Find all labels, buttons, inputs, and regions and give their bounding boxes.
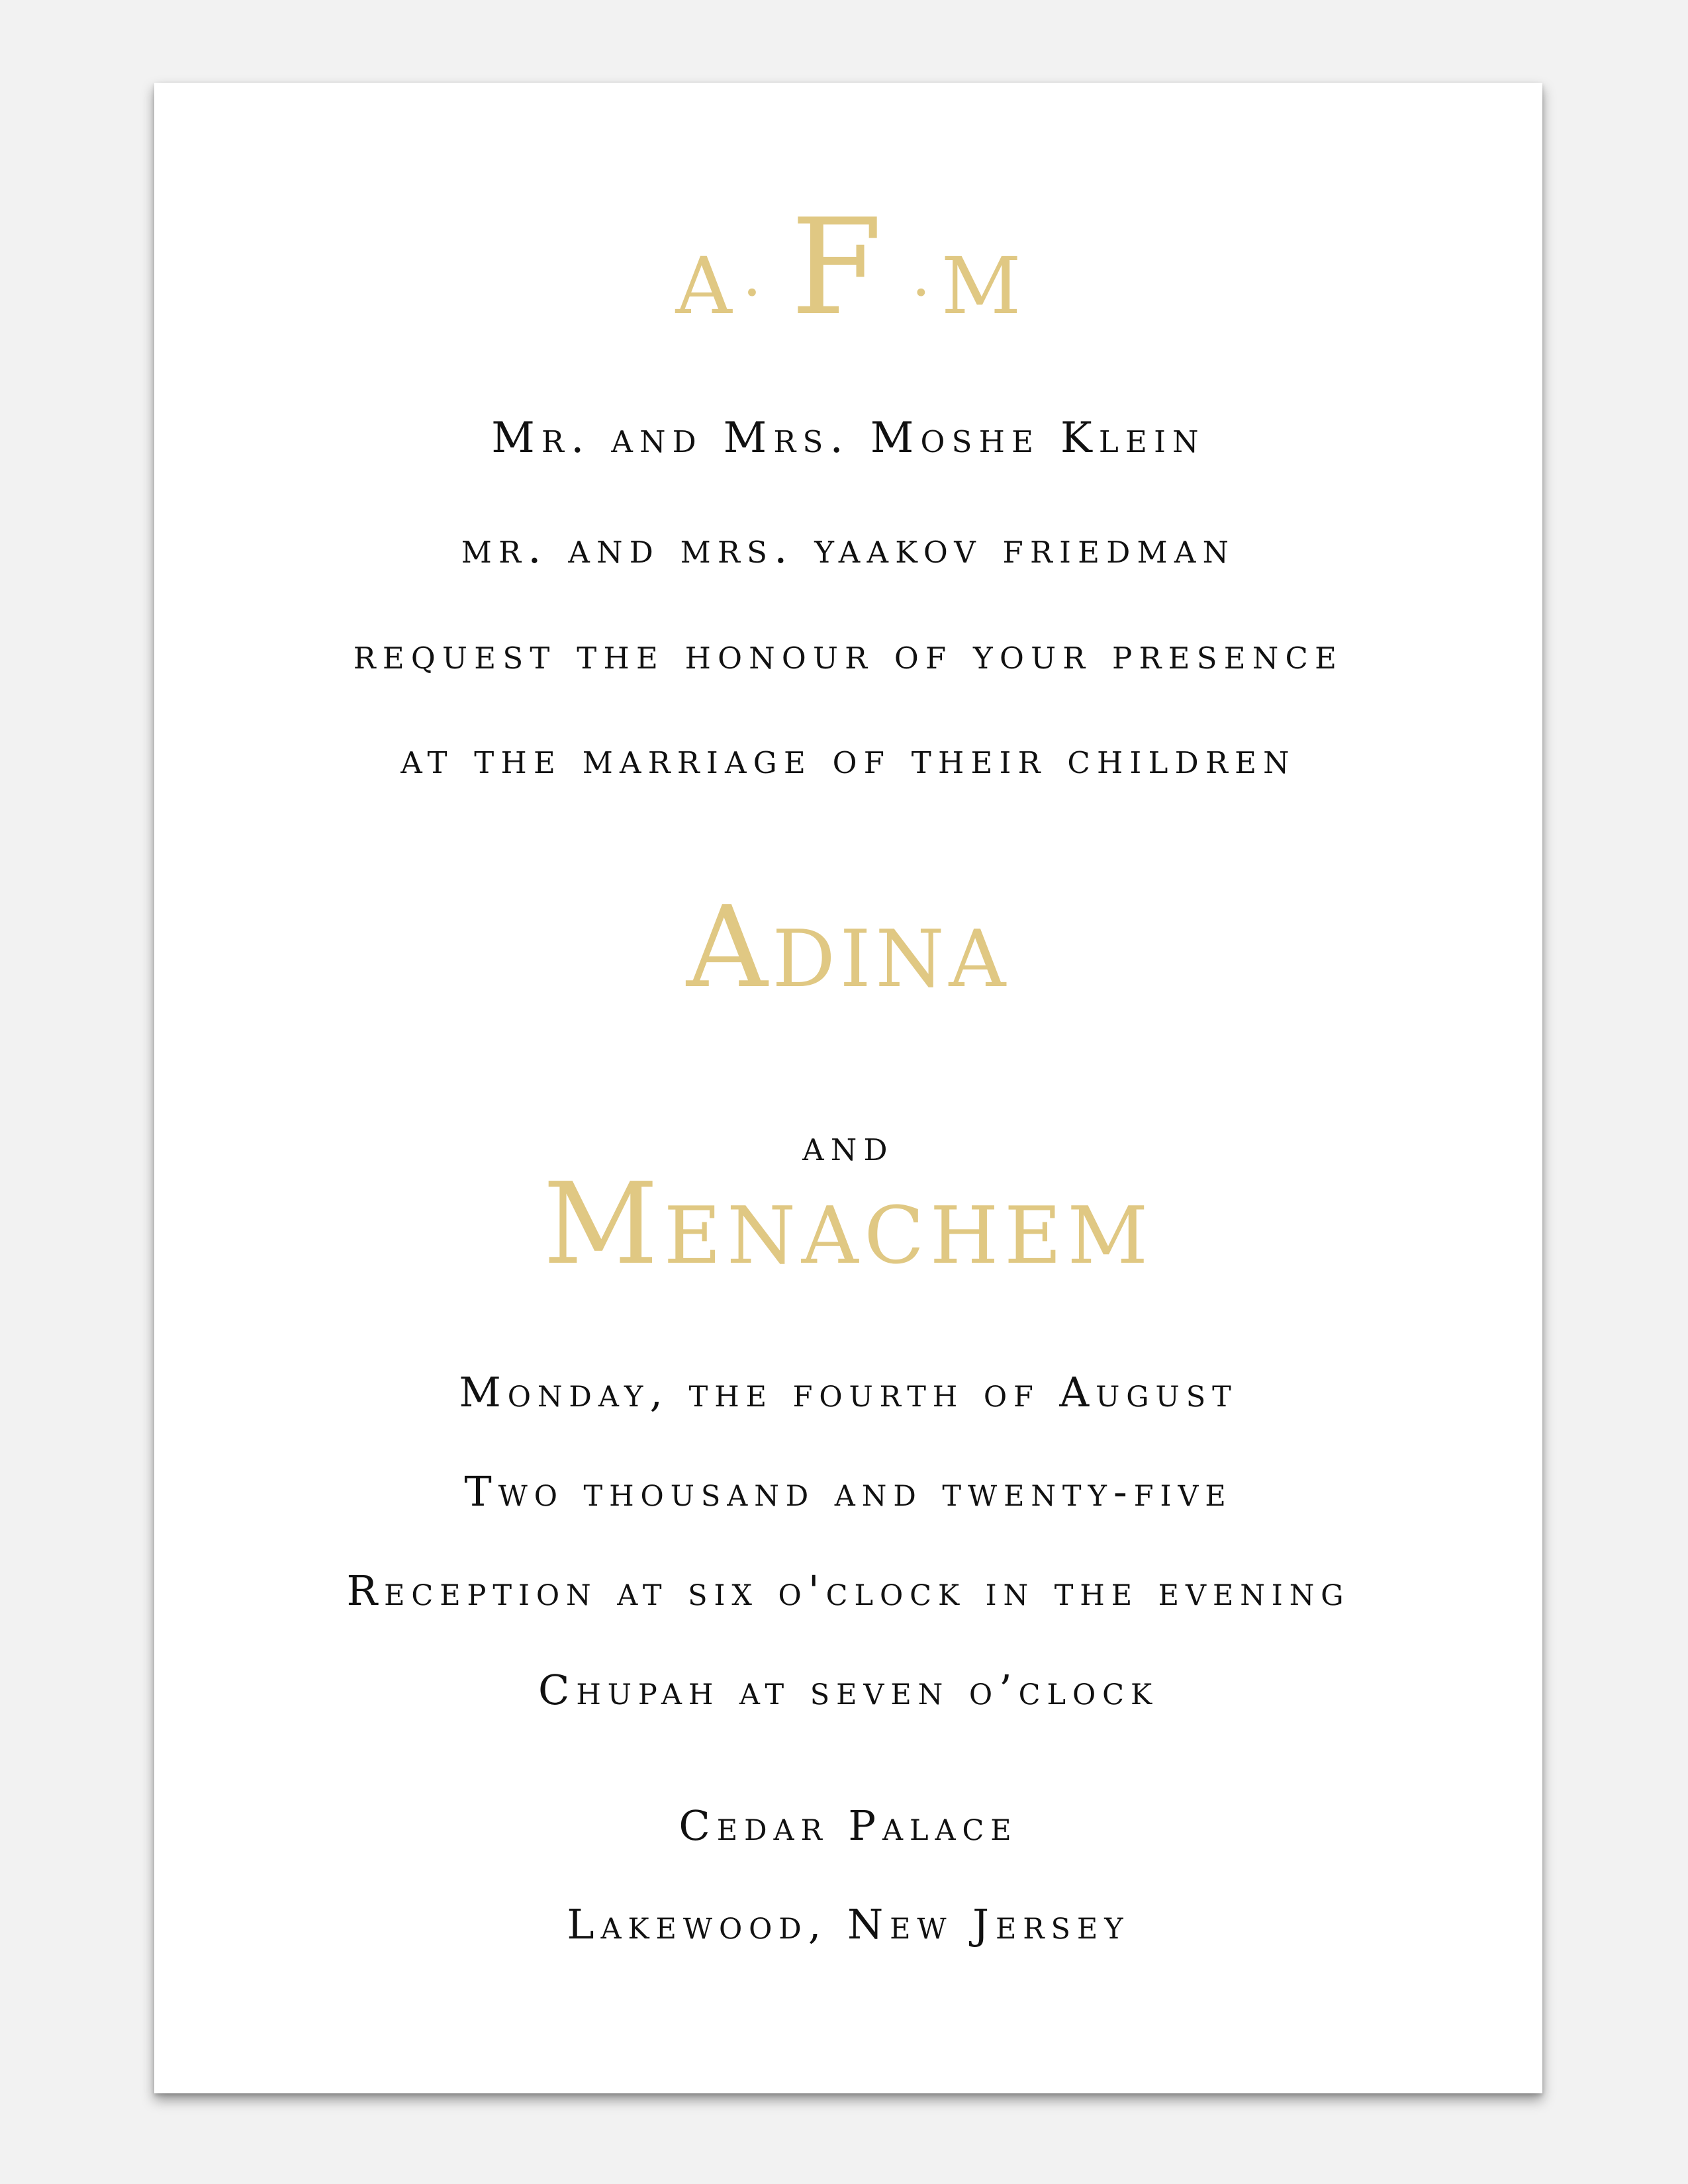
conjunction: and: [802, 1122, 894, 1171]
host-parents-line-2: mr. and mrs. yaakov friedman: [461, 524, 1236, 573]
marriage-line: at the marriage of their children: [400, 735, 1296, 784]
venue-location: Lakewood, New Jersey: [567, 1900, 1130, 1948]
bride-name: Adina: [686, 882, 1011, 1013]
monogram-dot-left: ·: [742, 258, 762, 328]
request-line: request the honour of your presence: [353, 630, 1344, 679]
monogram-dot-right: ·: [912, 258, 931, 328]
monogram: [154, 191, 1542, 345]
chupah-time: Chupah at seven o’clock: [538, 1666, 1158, 1714]
venue-name: Cedar Palace: [679, 1801, 1018, 1850]
groom-name: Menachem: [543, 1159, 1154, 1290]
host-parents-line-1: Mr. and Mrs. Moshe Klein: [491, 414, 1205, 463]
monogram-center-initial: F: [790, 191, 883, 345]
invitation-card: [154, 83, 1542, 2093]
event-day: Monday, the fourth of August: [459, 1368, 1238, 1416]
event-year: Two thousand and twenty-five: [464, 1467, 1233, 1516]
monogram-left-initial: A: [675, 240, 732, 332]
monogram-right-initial: M: [941, 240, 1021, 332]
reception-time: Reception at six o'clock in the evening: [346, 1567, 1350, 1615]
